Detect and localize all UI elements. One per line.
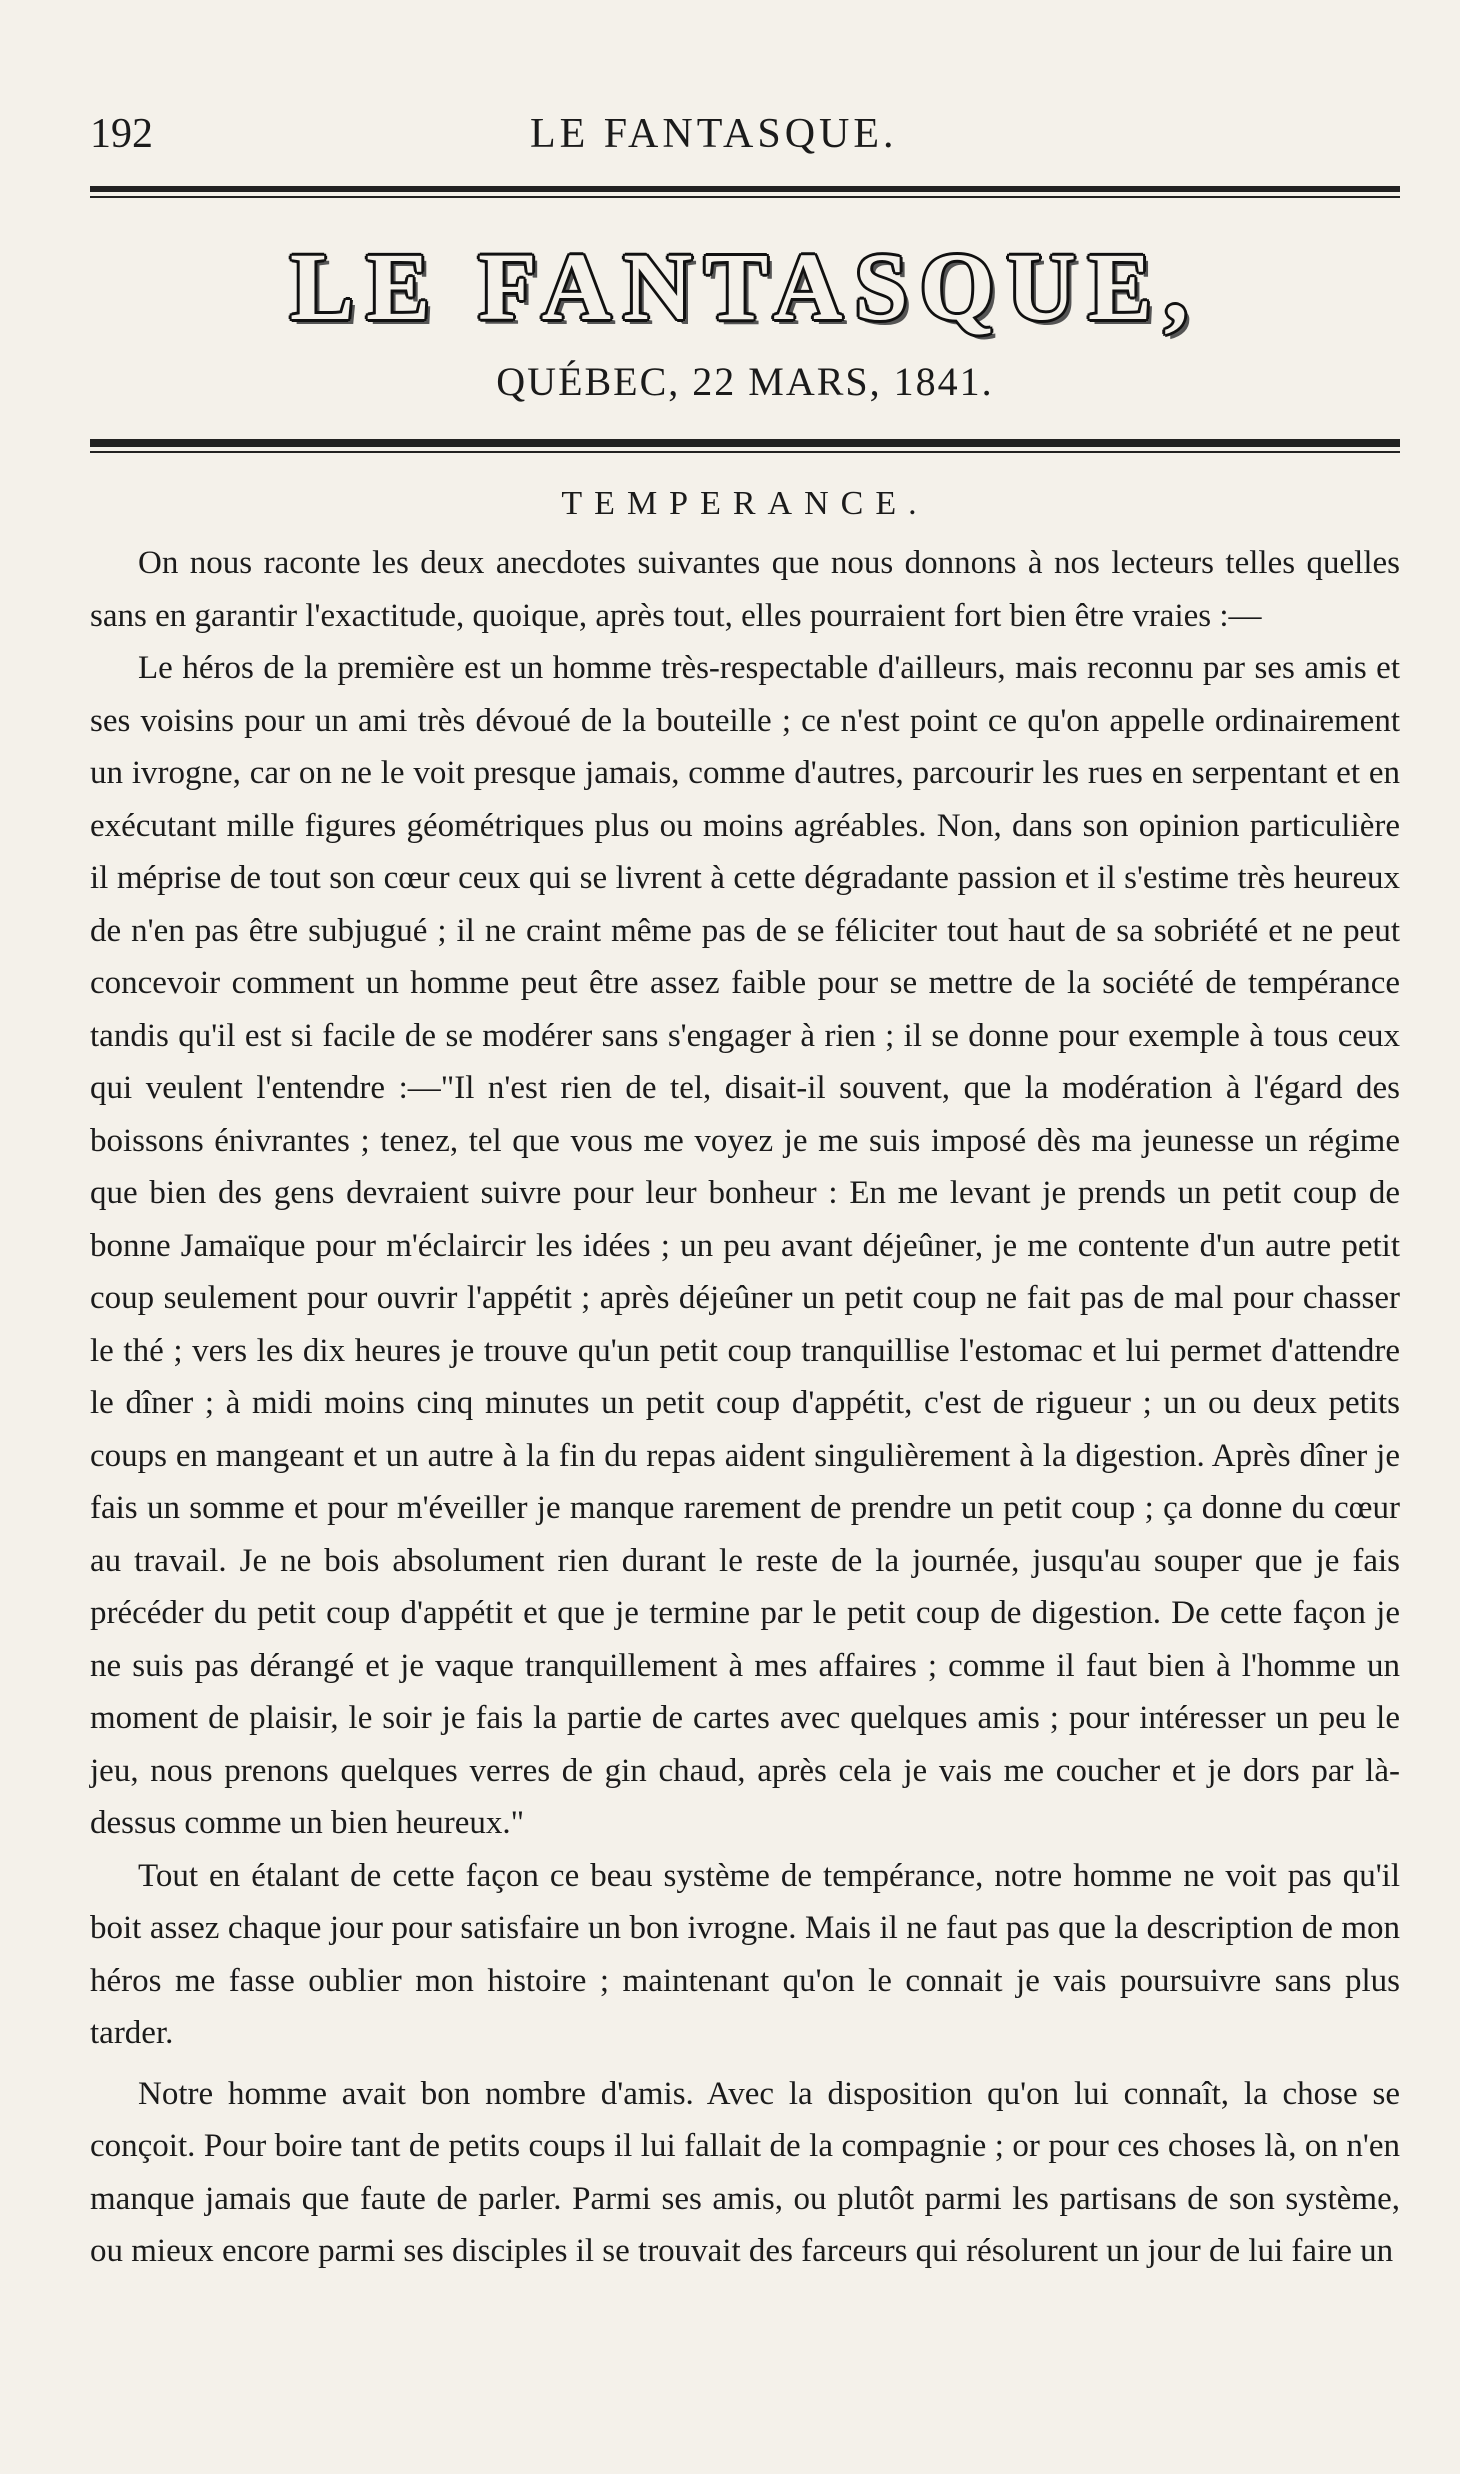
header-rule: [90, 186, 1400, 192]
paragraph: Le héros de la première est un homme très-respectable d'ailleurs, mais reconnu par ses amis et ses voisins pour un ami très dévoué de la bouteille ; ce n'est point ce qu'on appelle ordinairement un ivrogne, car on ne le voit presque jamais, comme d'autres, parcourir les rues en serpentant et en exécutant mille figures géométriques plus ou moins agréables. Non, dans son opinion particulière il méprise de tout son cœur ceux qui se livrent à cette dégradante passion et il s'estime très heureux de n'en pas être subjugué ; il ne craint même pas de se féliciter tout haut de sa sobriété et ne peut concevoir comment un homme peut être assez faible pour se mettre de la société de tempérance tandis qu'il est si facile de se modérer sans s'engager à rien ; il se donne pour exemple à tous ceux qui veulent l'entendre :—"Il n'est rien de tel, disait-il souvent, que la modération à l'égard des boissons énivrantes ; tenez, tel que vous me voyez je me suis imposé dès ma jeunesse un régime que bien des gens devraient suivre pour leur bonheur : En me levant je prends un petit coup de bonne Jamaïque pour m'éclaircir les idées ; un peu avant déjeûner, je me contente d'un autre petit coup seulement pour ouvrir l'appétit ; après déjeûner un petit coup ne fait pas de mal pour chasser le thé ; vers les dix heures je trouve qu'un petit coup tranquillise l'estomac et lui permet d'attendre le dîner ; à midi moins cinq minutes un petit coup d'appétit, c'est de rigueur ; un ou deux petits coups en mangeant et un autre à la fin du repas aident singulièrement à la digestion. Après dîner je fais un somme et pour m'éveiller je manque rarement de prendre un petit coup ; ça donne du cœur au travail. Je ne bois absolument rien durant le reste de la journée, jusqu'au souper que je fais précéder du petit coup d'appétit et que je termine par le petit coup de digestion. De cette façon je ne suis pas dérangé et je vaque tranquillement à mes affaires ; comme il faut bien à l'homme un moment de plaisir, le soir je fais la partie de cartes avec quelques amis ; pour intéresser un peu le jeu, nous prenons quelques verres de gin chaud, après cela je vais me coucher et je dors par là-dessus comme un bien heureux.": [90, 650, 1400, 1841]
masthead-title: LE FANTASQUE,: [290, 233, 1200, 340]
running-head: [90, 110, 1400, 160]
masthead-rule-thin: [90, 451, 1400, 453]
running-title: LE FANTASQUE.: [530, 111, 898, 157]
article-title: TEMPERANCE.: [561, 485, 929, 522]
masthead-rule: [90, 439, 1400, 447]
article-body: [90, 537, 1400, 2278]
paragraph: Notre homme avait bon nombre d'amis. Avec la disposition qu'on lui connaît, la chose se conçoit. Pour boire tant de petits coups il lui fallait de la compagnie ; or pour ces choses là, on n'en manque jamais que faute de parler. Parmi ses amis, ou plutôt parmi les partisans de son système, ou mieux encore parmi ses disciples il se trouvait des farceurs qui résolurent un jour de lui faire un: [90, 2075, 1400, 2269]
page-number: 192: [90, 111, 153, 157]
dateline: QUÉBEC, 22 MARS, 1841.: [496, 359, 994, 404]
header-rule-thin: [90, 196, 1400, 198]
paragraph: Tout en étalant de cette façon ce beau système de tempérance, notre homme ne voit pas qu'il boit assez chaque jour pour satisfaire un bon ivrogne. Mais il ne faut pas que la description de mon héros me fasse oublier mon histoire ; maintenant qu'on le connait je vais poursuivre sans plus tarder.: [90, 1857, 1400, 2051]
paragraph: On nous raconte les deux anecdotes suivantes que nous donnons à nos lecteurs telles quelles sans en garantir l'exactitude, quoique, après tout, elles pourraient fort bien être vraies :—: [90, 545, 1400, 634]
